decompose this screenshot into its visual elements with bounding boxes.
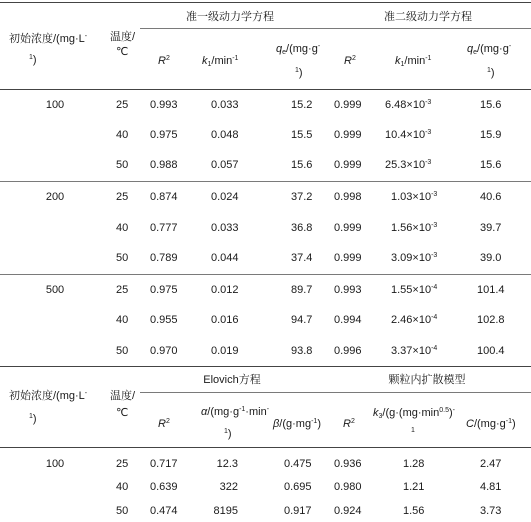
group-header-underline [140,28,531,29]
k3-cell: 1.21 [403,481,425,493]
conc-cell: 200 [45,191,65,203]
r2-cell: 0.988 [150,159,178,171]
k1-cell: 0.033 [211,222,239,234]
group-header-pso: 准二级动力学方程 [384,11,472,23]
group-header-elovich: Elovich方程 [203,374,261,386]
qe-cell: 102.8 [477,314,505,326]
qe-cell: 15.6 [480,159,502,171]
qe-cell: 37.2 [291,191,313,203]
conc-cell: 500 [45,284,65,296]
k3-header: $k_3/(g\cdot(mg\cdot\min^{0.5})^-$ [373,407,455,420]
k2-cell: $6.48\times 10^{-3}$ [385,99,432,111]
k1-header-pso: $k_1/\min^{-1}$ [395,55,432,68]
c-cell: 3.73 [480,505,502,517]
col-temp-header: 温度/ [110,31,136,43]
r2-cell: 0.993 [334,284,362,296]
col-initial-conc-header: 初始浓度/(mg·L- [9,33,88,45]
group-header-pfo: 准一级动力学方程 [186,11,274,23]
qe-header-pfo-cont: $^1$) [295,67,303,79]
group-divider [0,181,531,182]
temp-cell: 40 [116,129,129,141]
k1-cell: 0.016 [211,314,239,326]
table2-header-bottom-rule [0,447,531,448]
alpha-header-cont: $^1$) [224,428,232,440]
col-initial-conc-header: 初始浓度/(mg·L- [9,390,88,402]
k3-header-cont: 1 [411,427,415,434]
temp-cell: 25 [116,191,129,203]
r2-header-elovich: $R^2$ [158,418,170,430]
temp-cell: 50 [116,159,129,171]
qe-cell: 15.5 [291,129,313,141]
k2-cell: $1.56\times 10^{-3}$ [391,222,438,234]
alpha-cell: 322 [219,481,238,493]
alpha-cell: 12.3 [216,458,238,470]
r2-cell: 0.474 [150,505,178,517]
qe-header-pso: $q_e/(mg\cdot g^-$ [467,43,512,56]
r2-header-pso: $R^2$ [344,55,356,67]
table1-top-rule [0,2,531,3]
qe-header-pso-cont: $^1$) [487,67,495,79]
table1-header-bottom-rule [0,89,531,90]
temp-cell: 40 [116,481,129,493]
k1-cell: 0.024 [211,191,239,203]
r2-cell: 0.717 [150,458,178,470]
col-initial-conc-header-cont: $^1$) [29,413,37,425]
qe-cell: 40.6 [480,191,502,203]
temp-cell: 40 [116,314,129,326]
qe-cell: 36.8 [291,222,313,234]
k1-cell: 0.057 [211,159,239,171]
group-divider [0,274,531,275]
qe-cell: 39.0 [480,252,502,264]
alpha-cell: 8195 [213,505,238,517]
k3-cell: 1.56 [403,505,425,517]
group-header-ipd: 颗粒内扩散模型 [388,374,466,386]
r2-cell: 0.975 [150,284,178,296]
r2-cell: 0.999 [334,129,362,141]
qe-cell: 15.2 [291,99,313,111]
col-temp-unit: ℃ [116,46,129,58]
k3-cell: 1.28 [403,458,425,470]
k1-cell: 0.048 [211,129,239,141]
r2-cell: 0.998 [334,191,362,203]
c-header: $C/(mg\cdot g^{-1})$ [466,418,516,430]
qe-cell: 93.8 [291,345,313,357]
group-header-underline [140,392,531,393]
r2-cell: 0.789 [150,252,178,264]
qe-cell: 94.7 [291,314,313,326]
temp-cell: 50 [116,505,129,517]
r2-header-pfo: $R^2$ [158,55,170,67]
r2-cell: 0.999 [334,252,362,264]
temp-cell: 50 [116,252,129,264]
k2-cell: $3.37\times 10^{-4}$ [391,345,438,357]
beta-header: $\beta/(g\cdot mg^{-1})$ [273,418,321,430]
r2-cell: 0.980 [334,481,362,493]
beta-cell: 0.475 [284,458,312,470]
qe-cell: 89.7 [291,284,313,296]
col-temp-header: 温度/ [110,390,136,402]
conc-cell: 100 [45,458,65,470]
c-cell: 4.81 [480,481,502,493]
qe-cell: 39.7 [480,222,502,234]
qe-cell: 37.4 [291,252,313,264]
qe-header-pfo: $q_e/(mg\cdot g^-$ [276,43,321,56]
k2-cell: $2.46\times 10^{-4}$ [391,314,438,326]
r2-cell: 0.777 [150,222,178,234]
r2-cell: 0.999 [334,222,362,234]
r2-cell: 0.874 [150,191,178,203]
qe-cell: 100.4 [477,345,505,357]
r2-cell: 0.994 [334,314,362,326]
temp-cell: 25 [116,99,129,111]
k2-cell: $1.55\times 10^{-4}$ [391,284,438,296]
temp-cell: 25 [116,458,129,470]
qe-cell: 15.9 [480,129,502,141]
r2-header-ipd: $R^2$ [343,418,355,430]
k2-cell: $1.03\times 10^{-3}$ [391,191,438,203]
c-cell: 2.47 [480,458,502,470]
col-initial-conc-header-cont: $^1$) [29,54,37,66]
conc-cell: 100 [45,99,65,111]
k1-header-pfo: $k_1/\min^{-1}$ [202,55,239,68]
temp-cell: 25 [116,284,129,296]
r2-cell: 0.924 [334,505,362,517]
col-temp-unit: ℃ [116,407,129,419]
qe-cell: 15.6 [291,159,313,171]
qe-cell: 101.4 [477,284,505,296]
r2-cell: 0.999 [334,99,362,111]
k2-cell: $25.3\times 10^{-3}$ [385,159,432,171]
k2-cell: $10.4\times 10^{-3}$ [385,129,432,141]
beta-cell: 0.917 [284,505,312,517]
r2-cell: 0.936 [334,458,362,470]
k1-cell: 0.033 [211,99,239,111]
alpha-header: $\alpha/(mg\cdot g^{-1}\cdot\min^-$ [201,406,270,418]
temp-cell: 40 [116,222,129,234]
k1-cell: 0.044 [211,252,239,264]
r2-cell: 0.955 [150,314,178,326]
k1-cell: 0.019 [211,345,239,357]
beta-cell: 0.695 [284,481,312,493]
k1-cell: 0.012 [211,284,239,296]
r2-cell: 0.993 [150,99,178,111]
k2-cell: $3.09\times 10^{-3}$ [391,252,438,264]
r2-cell: 0.999 [334,159,362,171]
table1-bottom-rule [0,366,531,367]
qe-cell: 15.6 [480,99,502,111]
r2-cell: 0.996 [334,345,362,357]
temp-cell: 50 [116,345,129,357]
r2-cell: 0.639 [150,481,178,493]
r2-cell: 0.970 [150,345,178,357]
r2-cell: 0.975 [150,129,178,141]
